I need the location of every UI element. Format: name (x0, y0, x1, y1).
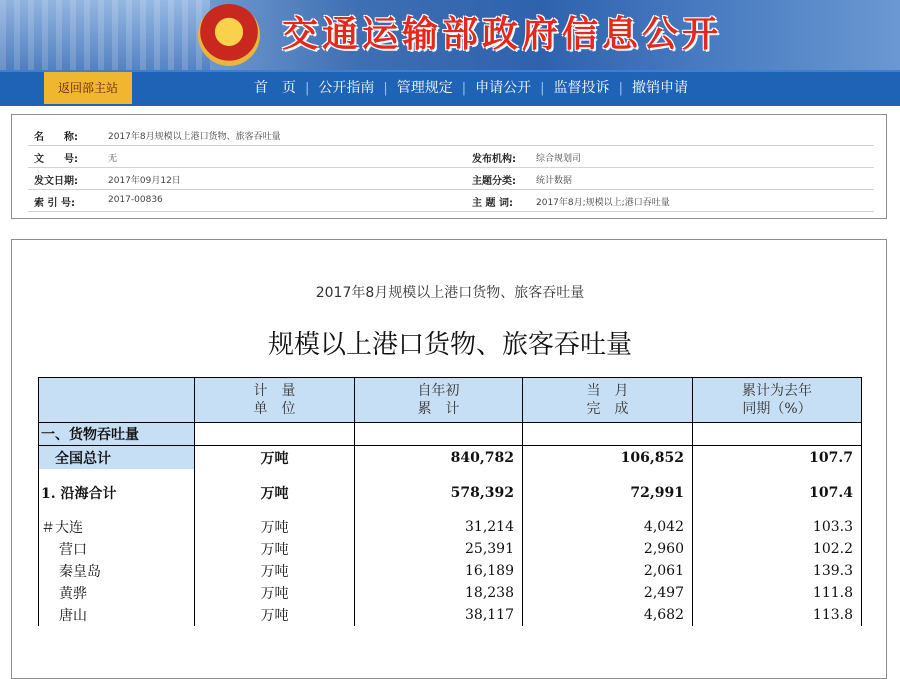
nav-separator: | (461, 80, 467, 96)
main-nav (245, 72, 697, 104)
table-cell (355, 423, 523, 446)
header-cell-month (523, 378, 693, 423)
nav-separator: | (618, 80, 623, 96)
header-cell-unit (195, 378, 355, 423)
row-yoy: 107.7 (693, 446, 862, 470)
spacer-row (39, 469, 862, 481)
header-banner (0, 0, 900, 70)
meta-row (28, 167, 874, 190)
nav-item-apply[interactable]: 申请公开 (475, 80, 532, 96)
header-text: 当 月 (586, 383, 629, 399)
meta-value: 2017-00836 (108, 195, 163, 205)
row-cumulative: 31,214 (355, 516, 523, 538)
row-month: 2,061 (523, 560, 693, 582)
table-cell (693, 469, 862, 481)
row-name: 营口 (39, 538, 195, 560)
row-month: 4,042 (523, 516, 693, 538)
table-row (39, 538, 862, 560)
nav-separator: | (540, 80, 545, 96)
row-yoy: 107.4 (693, 481, 862, 504)
nav-item-revoke[interactable]: 撤销申请 (631, 80, 688, 96)
row-name: 全国总计 (39, 446, 195, 470)
row-yoy: 139.3 (693, 560, 862, 582)
row-unit: 万吨 (195, 481, 355, 504)
meta-row (28, 189, 874, 212)
meta-label: 主题分类: (472, 176, 516, 187)
header-text: 单 位 (253, 401, 296, 417)
header-text: 完 成 (586, 401, 629, 417)
meta-row (28, 145, 874, 168)
nav-item-home[interactable]: 首 页 (254, 80, 296, 96)
meta-value: 统计数据 (536, 176, 573, 186)
table-cell (523, 504, 693, 516)
row-unit: 万吨 (195, 604, 355, 626)
row-cumulative: 840,782 (355, 446, 523, 470)
nav-item-complaint[interactable]: 监督投诉 (553, 80, 610, 96)
section-label: 一、货物吞吐量 (39, 423, 195, 446)
header-cell-yoy (693, 378, 862, 423)
table-cell (355, 469, 523, 481)
meta-value: 2017年09月12日 (108, 176, 181, 186)
table-row (39, 560, 862, 582)
meta-label: 名 称: (34, 132, 78, 143)
row-unit: 万吨 (195, 516, 355, 538)
document-title: 规模以上港口货物、旅客吞吐量 (267, 330, 632, 360)
row-yoy: 102.2 (693, 538, 862, 560)
document-metadata (11, 114, 887, 219)
header-text: 计 量 (253, 383, 296, 399)
nav-item-rules[interactable]: 管理规定 (396, 80, 453, 96)
meta-label: 主 题 词: (472, 198, 513, 209)
header-text: 累计为去年 (742, 383, 812, 399)
meta-value: 综合规划司 (536, 154, 582, 164)
nav-separator: | (305, 80, 310, 96)
table-cell (195, 469, 355, 481)
row-month: 2,497 (523, 582, 693, 604)
row-cumulative: 38,117 (355, 604, 523, 626)
row-cumulative: 18,238 (355, 582, 523, 604)
table-row (39, 604, 862, 626)
header-text: 累 计 (417, 401, 460, 417)
table-cell (693, 504, 862, 516)
row-cumulative: 25,391 (355, 538, 523, 560)
row-cumulative: 578,392 (355, 481, 523, 504)
table-row (39, 446, 862, 470)
national-emblem-icon: ★ (198, 4, 260, 66)
meta-label: 发文日期: (34, 176, 78, 187)
row-name: 1. 沿海合计 (39, 481, 195, 504)
document-subtitle: 2017年8月规模以上港口货物、旅客吞吐量 (315, 285, 585, 301)
meta-label: 发布机构: (472, 154, 516, 165)
header-cell-cumulative (355, 378, 523, 423)
row-name: ＃大连 (39, 516, 195, 538)
table-row (39, 481, 862, 504)
meta-label: 索 引 号: (34, 198, 75, 209)
row-name: 黄骅 (39, 582, 195, 604)
row-unit: 万吨 (195, 560, 355, 582)
row-month: 106,852 (523, 446, 693, 470)
meta-row (28, 123, 874, 146)
row-cumulative: 16,189 (355, 560, 523, 582)
table-cell (523, 469, 693, 481)
row-yoy: 113.8 (693, 604, 862, 626)
table-cell (195, 504, 355, 516)
row-unit: 万吨 (195, 446, 355, 470)
table-row (39, 516, 862, 538)
table-cell (355, 504, 523, 516)
header-cell (39, 378, 195, 423)
row-yoy: 111.8 (693, 582, 862, 604)
row-month: 2,960 (523, 538, 693, 560)
table-cell (39, 504, 195, 516)
building-image (0, 0, 210, 70)
meta-value: 2017年8月;规模以上;港口吞吐量 (536, 198, 670, 208)
meta-value: 无 (108, 154, 118, 164)
table-cell (523, 423, 693, 446)
table-row (39, 582, 862, 604)
site-title: 交通运输部政府信息公开 (282, 13, 723, 55)
row-name: 唐山 (39, 604, 195, 626)
row-unit: 万吨 (195, 538, 355, 560)
table-header-row (39, 378, 862, 423)
spacer-row (39, 504, 862, 516)
throughput-table (38, 377, 862, 626)
row-name: 秦皇岛 (39, 560, 195, 582)
nav-item-guide[interactable]: 公开指南 (318, 80, 375, 96)
home-button[interactable]: 返回部主站 (44, 72, 132, 104)
row-month: 72,991 (523, 481, 693, 504)
meta-label: 文 号: (34, 154, 78, 165)
row-yoy: 103.3 (693, 516, 862, 538)
header-text: 自年初 (417, 383, 460, 399)
nav-separator: | (383, 80, 388, 96)
header-text: 同期（%） (742, 401, 812, 417)
row-month: 4,682 (523, 604, 693, 626)
table-cell (39, 469, 195, 481)
section-row (39, 423, 862, 446)
table-cell (693, 423, 862, 446)
table-cell (195, 423, 355, 446)
meta-value: 2017年8月规模以上港口货物、旅客吞吐量 (108, 132, 281, 142)
row-unit: 万吨 (195, 582, 355, 604)
